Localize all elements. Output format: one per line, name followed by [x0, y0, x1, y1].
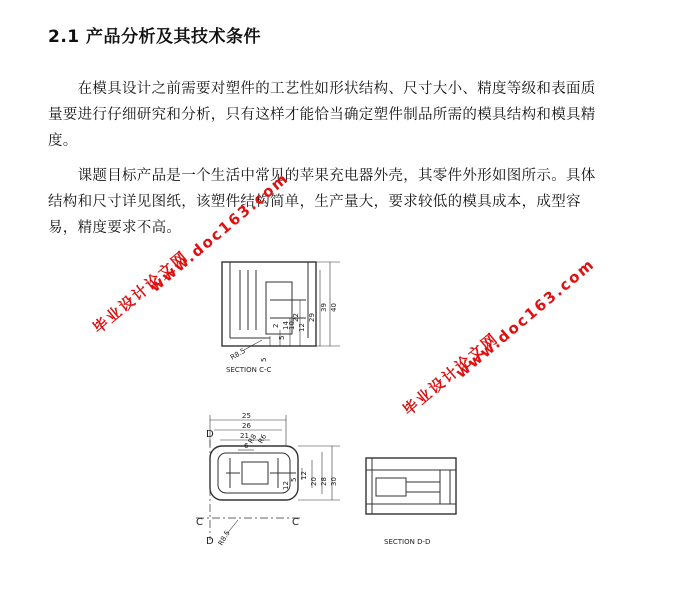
section-dd-label: SECTION D-D — [384, 538, 431, 546]
top-radius-8: R8 — [246, 432, 259, 445]
cut-mark-d-top: D — [206, 429, 214, 440]
cc-dim-22: 22 — [292, 313, 300, 322]
right-dim-20: 20 — [310, 477, 318, 486]
cc-dim-5: 5 — [278, 335, 286, 340]
cc-dim-10: 10 — [288, 321, 296, 330]
top-dim-21: 21 — [240, 432, 249, 440]
section-cc-label: SECTION C-C — [226, 366, 272, 374]
top-dim-25: 25 — [242, 412, 251, 420]
top-dim-26: 26 — [242, 422, 251, 430]
cut-mark-d-bottom: D — [206, 536, 214, 547]
plan-view — [196, 415, 340, 540]
watermark-site-left: www.doc163.com — [146, 168, 293, 296]
plan-radius: R8.5 — [216, 529, 232, 547]
section-heading: 2.1 产品分析及其技术条件 — [48, 27, 262, 47]
cut-mark-c-left: C — [196, 517, 203, 528]
cc-small-dim: 5 — [260, 357, 268, 362]
watermark-cn-left: 毕业设计论文网 — [89, 247, 193, 338]
cc-radius: R8.5 — [229, 346, 247, 362]
cc-dim-2: 2 — [272, 323, 280, 328]
watermark-site-right: www.doc163.com — [452, 254, 599, 382]
cc-dim-39: 39 — [320, 303, 328, 312]
top-radius-6: R6 — [256, 432, 269, 445]
section-dd-view — [366, 458, 456, 514]
cc-dim-29: 29 — [308, 313, 316, 322]
right-dim-12b: 12 — [282, 481, 290, 490]
right-dim-12: 12 — [300, 471, 308, 480]
cc-dim-14: 14 — [282, 321, 290, 330]
right-dim-5: 5 — [290, 477, 298, 482]
right-dim-28: 28 — [320, 477, 328, 486]
right-dim-30: 30 — [330, 477, 338, 486]
cc-dim-40: 40 — [330, 303, 338, 312]
cut-mark-c-right: C — [292, 517, 299, 528]
cc-dim-12: 12 — [298, 323, 306, 332]
top-dim-6: 6 — [244, 442, 249, 450]
watermark-cn-right: 毕业设计论文网 — [399, 329, 503, 420]
paragraph-2-text: 课题目标产品是一个生活中常见的苹果充电器外壳，其零件外形如图所示。具体结构和尺寸详见图纸，该塑件结构简单，生产量大，要求较低的模具成本，成型容易，精度要求不高。 — [48, 168, 596, 236]
paragraph-1-text: 在模具设计之前需要对塑件的工艺性如形状结构、尺寸大小、精度等级和表面质量要进行仔细研究和分析，只有这样才能恰当确定塑件制品所需的模具结构和模具精度。 — [48, 81, 596, 149]
